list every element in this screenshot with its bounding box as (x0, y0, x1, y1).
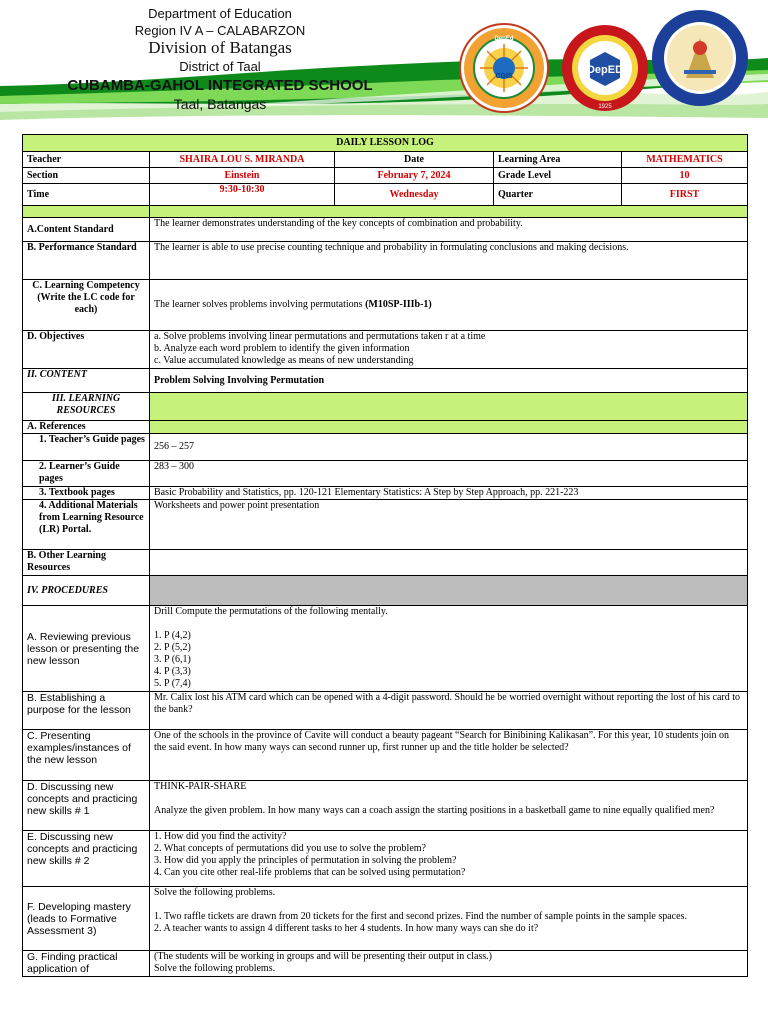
discussing-2-content (150, 831, 748, 887)
references-label: A. References (23, 421, 150, 434)
letterhead (0, 0, 768, 130)
discussing-1-label: D. Discussing new concepts and practicing new skills # 1 (23, 781, 150, 831)
drill-item: 5. P (7,4) (154, 678, 191, 689)
objective-item: c. Value accumulated knowledge as means of new understanding (154, 355, 414, 366)
objectives-label: D. Objectives (23, 331, 150, 369)
content-standard-text: The learner demonstrates understanding of the key concepts of combination and probability. (150, 218, 748, 242)
discussing-1-content (150, 781, 748, 831)
date-label: Date (335, 152, 494, 168)
learners-guide-pages: 283 – 300 (150, 461, 748, 487)
drill-item: 2. P (5,2) (154, 642, 191, 653)
teachers-guide-pages: 256 – 257 (150, 434, 748, 461)
section-value: Einstein (150, 168, 335, 184)
grade-level-value: 10 (622, 168, 748, 184)
question-item: 2. What concepts of permutations did you use to solve the problem? (154, 843, 426, 854)
learning-resources-cell (150, 393, 748, 421)
performance-standard-text: The learner is able to use precise counting technique and probability in formulating conclusions and making decisions. (150, 242, 748, 280)
spacer-cell (23, 206, 150, 218)
content-text: Problem Solving Involving Permutation (150, 369, 748, 393)
competency-text: The learner solves problems involving permutations (154, 299, 366, 310)
finding-application-label: G. Finding practical application of (23, 951, 150, 977)
svg-text:DepEd: DepEd (494, 36, 514, 42)
textbook-pages: Basic Probability and Statistics, pp. 120-121 Elementary Statistics: A Step by Step Approach, pp. 221-223 (150, 487, 748, 500)
quarter-value: FIRST (622, 184, 748, 206)
content-standard-label: A.Content Standard (23, 218, 150, 242)
reviewing-content (150, 606, 748, 692)
day-value: Wednesday (335, 184, 494, 206)
procedures-label: IV. PROCEDURES (23, 576, 150, 606)
objective-item: a. Solve problems involving linear permutations and permutations taken r at a time (154, 331, 486, 342)
application-item: Solve the following problems. (154, 963, 276, 974)
additional-materials-text: Worksheets and power point presentation (150, 500, 748, 550)
teacher-label: Teacher (23, 152, 150, 168)
performance-standard-label: B. Performance Standard (23, 242, 150, 280)
discussing-2-label: E. Discussing new concepts and practicing new skills # 2 (23, 831, 150, 887)
section-label: Section (23, 168, 150, 184)
learning-competency-label: C. Learning Competency (Write the LC code for each) (23, 280, 150, 331)
teacher-name: SHAIRA LOU S. MIRANDA (150, 152, 335, 168)
competency-code: (M10SP-IIIb-1) (365, 299, 432, 310)
drill-item: 3. P (6,1) (154, 654, 191, 665)
school-town: Taal, Batangas (173, 96, 267, 112)
date-value: February 7, 2024 (335, 168, 494, 184)
other-resources-label: B. Other Learning Resources (23, 550, 150, 576)
drill-item: 1. P (4,2) (154, 630, 191, 641)
question-item: 4. Can you cite other real-life problems that can be solved using permutation? (154, 867, 466, 878)
deped-seal (650, 8, 750, 108)
textbook-label: 3. Textbook pages (23, 487, 150, 500)
learning-resources-label: III. LEARNING RESOURCES (23, 393, 150, 421)
daily-lesson-log-table (22, 134, 748, 977)
additional-materials-label: 4. Additional Materials from Learning Resource (LR) Portal. (23, 500, 150, 550)
quarter-label: Quarter (494, 184, 622, 206)
presenting-examples-label: C. Presenting examples/instances of the new lesson (23, 730, 150, 781)
drill-item: 4. P (3,3) (154, 666, 191, 677)
blank-line (154, 618, 743, 630)
blank-line (154, 899, 743, 911)
grade-level-label: Grade Level (494, 168, 622, 184)
learning-area-label: Learning Area (494, 152, 622, 168)
region-name: Region IV A – CALABARZON (134, 23, 306, 38)
learning-area-value: MATHEMATICS (622, 152, 748, 168)
question-item: 1. How did you find the activity? (154, 831, 287, 842)
division-name: Division of Batangas (148, 38, 292, 57)
spacer-cell (150, 206, 748, 218)
svg-text:DepED: DepED (586, 64, 624, 76)
objectives-list (150, 331, 748, 369)
reviewing-label: A. Reviewing previous lesson or presenting the new lesson (23, 606, 150, 692)
procedures-cell (150, 576, 748, 606)
mastery-item: 1. Two raffle tickets are drawn from 20 tickets for the first and second prizes. Find the number of sample points in the sample spaces. (154, 911, 687, 922)
time-value: 9:30-10:30 (150, 184, 335, 206)
mastery-intro: Solve the following problems. (154, 887, 276, 898)
developing-mastery-label: F. Developing mastery (leads to Formative Assessment 3) (23, 887, 150, 951)
other-resources-text (150, 550, 748, 576)
school-logo (458, 22, 550, 114)
school-name: CUBAMBA-GAHOL INTEGRATED SCHOOL (67, 77, 373, 94)
reviewing-intro: Drill Compute the permutations of the following mentally. (154, 606, 388, 617)
learning-competency-text (150, 280, 748, 331)
department-name: Department of Education (148, 6, 292, 21)
mastery-item: 2. A teacher wants to assign 4 different tasks to her 4 students. In how many ways can she do it? (154, 923, 539, 934)
teachers-guide-label: 1. Teacher’s Guide pages (23, 434, 150, 461)
content-label: II. CONTENT (23, 369, 150, 393)
references-cell (150, 421, 748, 434)
svg-text:CGIS: CGIS (495, 73, 513, 80)
learners-guide-label: 2. Learner’s Guide pages (23, 461, 150, 487)
finding-application-content (150, 951, 748, 977)
application-item: (The students will be working in groups and will be presenting their output in class.) (154, 951, 492, 962)
objective-item: b. Analyze each word problem to identify the given information (154, 343, 410, 354)
activity-text: Analyze the given problem. In how many ways can a coach assign the starting positions in a basketball game to nine equally qualified men? (154, 805, 715, 816)
log-title: DAILY LESSON LOG (23, 135, 748, 152)
presenting-examples-text: One of the schools in the province of Cavite will conduct a beauty pageant “Search for Binibining Kalikasan”. For this year, 10 students join on the said event. In how many ways can second runner up, first runner up and the title holder be selected? (150, 730, 748, 781)
activity-title: THINK-PAIR-SHARE (154, 781, 247, 792)
division-logo (560, 24, 650, 112)
svg-text:1925: 1925 (598, 104, 612, 110)
time-label: Time (23, 184, 150, 206)
district-name: District of Taal (179, 59, 261, 74)
establishing-purpose-text: Mr. Calix lost his ATM card which can be opened with a 4-digit password. Should he be worried overnight without reporting the lost of his card to the bank? (150, 692, 748, 730)
developing-mastery-content (150, 887, 748, 951)
establishing-purpose-label: B. Establishing a purpose for the lesson (23, 692, 150, 730)
blank-line (154, 793, 743, 805)
question-item: 3. How did you apply the principles of permutation in solving the problem? (154, 855, 457, 866)
